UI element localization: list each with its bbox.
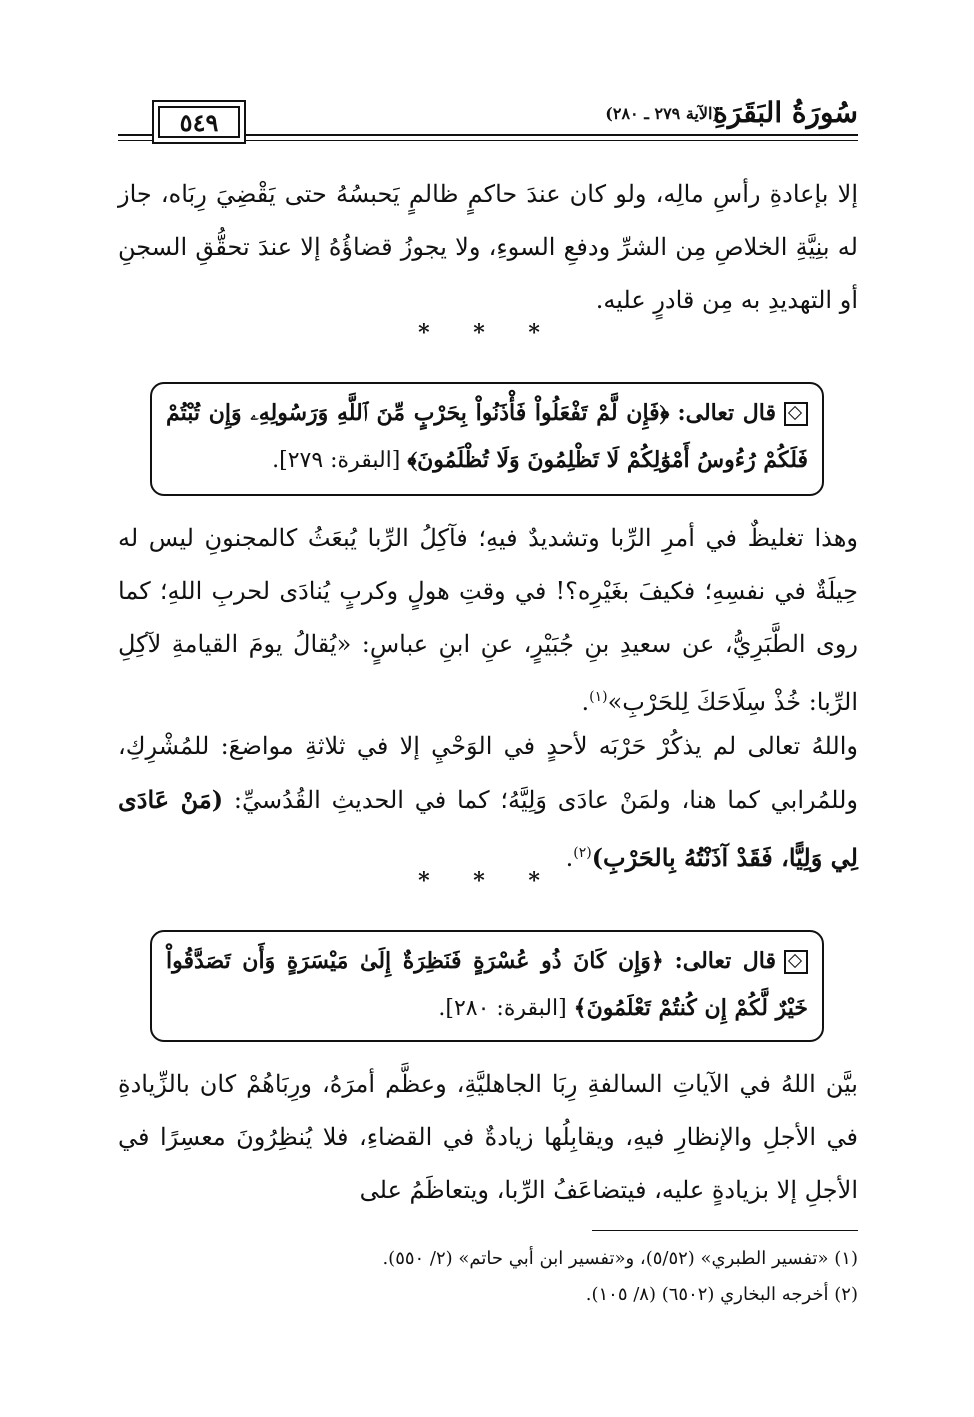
footnote-1 [118,1244,858,1274]
paragraph-2 [118,512,858,729]
paragraph-4: بيَّن اللهُ في الآياتِ السالفةِ رِبَا الجاهليَّةِ، وعظَّم أمرَهُ، ورِبَاهُمْ كان بالزِّيادةِ في الأجلِ والإنظارِ فيهِ، ويقابِلُها زيادةٌ في القضاءِ، فلا يُنظِرُونَ معسِرًا في الأجلِ إلا بزيادةٍ عليه، فيتضاعَفُ الرِّبا، ويتعاظَمُ على [118,1070,858,1204]
footnote-marker-2: (٢) [573,845,592,861]
hadith-quote: «يُقالُ يومَ القيامةِ لآكِلِ الرِّبا: خُذْ سِلَاحَكَ لِلحَرْبِ» [118,630,858,716]
footnote-marker-1: (١) [589,689,608,705]
footnote-number: (١) [834,1248,858,1269]
paragraph-2-end: . [581,688,590,716]
qudsi-hadith: (مَنْ عَادَى لِي وَلِيًّا، فَقَدْ آذَنْتُهُ بِالحَرْبِ) [118,785,858,872]
paragraph-3-text: واللهُ تعالى لم يذكُرْ حَرْبَه لأحدٍ في الوَحْيِ إلا في ثلاثةِ مواضعَ: للمُشْرِكِ، وللمُرابي كما هنا، ولمَنْ عادَى وَلِيَّهُ؛ كما في الحديثِ القُدُسيِّ: [118,732,858,814]
verse-reference: [البقرة: ٢٨٠]. [438,996,567,1021]
section-separator-2: * * * [418,868,558,894]
ayah-range: (الآية ٢٧٩ ـ ٢٨٠) [605,104,720,123]
verse-reference: [البقرة: ٢٧٩]. [272,448,401,473]
footnote-text: أخرجه البخاري (٦٥٠٢) (٨/ ١٠٥). [585,1284,829,1305]
verse-box-280 [150,930,824,1042]
page-number-frame [152,100,246,144]
footnote-text: «تفسير الطبري» (٥/٥٢)، و«تفسير ابن أبي حاتم» (٢/ ٥٥٠). [382,1248,829,1269]
page-number: ٥٤٩ [158,106,240,138]
verse-text: ﴿فَإِن لَّمْ تَفْعَلُواْ فَأْذَنُواْ بِحَرْبٍ مِّنَ ٱللَّهِ وَرَسُولِهِۦ وَإِن تُبْتُمْ فَلَكُمْ رُءُوسُ أَمْوَٰلِكُمْ لَا تَظْلِمُونَ وَلَا تُظْلَمُونَ﴾ [166,400,808,473]
verse-label: قال تعالى: [674,948,776,974]
paragraph-3-end: . [565,844,574,872]
paragraph-1: إلا بإعادةِ رأسِ مالِه، ولو كان عندَ حاكمٍ ظالمٍ يَحبسُهُ حتى يَقْضِيَ رِبَاه، جاز له بنِيَّةِ الخلاصِ مِن الشرِّ ودفعِ السوءِ، ولا يجوزُ قضاؤُهُ إلا عندَ تحقُّقِ السجنِ أو التهديدِ به مِن قادرٍ عليه. [118,180,859,314]
paragraph-3 [118,720,858,885]
verse-text: ﴿وَإِن كَانَ ذُو عُسْرَةٍ فَنَظِرَةٌ إِلَىٰ مَيْسَرَةٍ وَأَن تَصَدَّقُواْ خَيْرٌ لَّكُمْ إِن كُنتُمْ تَعْلَمُونَ﴾ [166,948,808,1021]
surah-title: سُورَةُ البَقَرَةِ [713,96,858,129]
verse-label: قال تعالى: [677,400,776,426]
ornament-icon [784,950,808,974]
page-header [118,94,858,150]
footnote-rule [592,1230,858,1231]
section-separator: * * * [418,320,558,346]
ornament-icon [784,402,808,426]
footnote-2 [118,1280,858,1310]
footnote-number: (٢) [834,1284,858,1305]
verse-box-279 [150,382,824,496]
paragraph-2-text: وهذا تغليظٌ في أمرِ الرِّبا وتشديدٌ فيهِ؛ فآكِلُ الرِّبا يُبعَثُ كالمجنونِ ليس له حِيلَةٌ في نفسِهِ؛ فكيفَ بغَيْرِه؟! في وقتِ هولٍ وكربٍ يُنادَى لحربِ اللهِ؛ كما روى الطَّبَرِيُّ، عن سعيدِ بنِ جُبَيْرٍ، عنِ ابنِ عباسٍ: [118,524,858,658]
